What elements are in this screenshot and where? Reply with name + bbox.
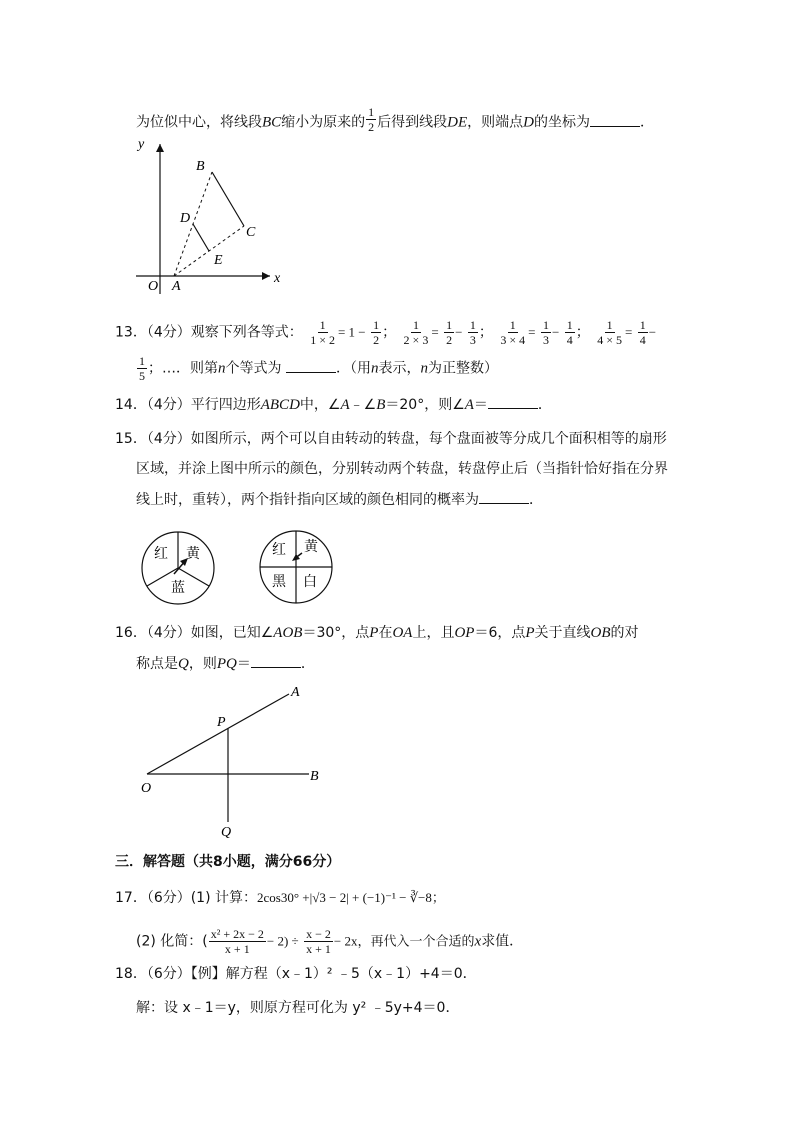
spinner-4-sector: [258, 529, 334, 605]
q12-part1: 为位似中心，将线段: [136, 114, 262, 131]
label-b: B: [310, 769, 319, 784]
q16-end: ．: [300, 656, 315, 672]
q13-eq4-lhs: [595, 318, 624, 347]
q15-line3-text: 线上时，重转），两个指针指向区域的颜色相同的概率为: [136, 492, 479, 508]
q14-text3: ＝20°，则∠: [385, 397, 465, 413]
q14-number: 14．（4分）平行四边形: [115, 397, 261, 413]
frac-den: 3 × 4: [500, 333, 526, 347]
frac-den: x + 1: [224, 942, 250, 956]
q16-op: OP: [454, 625, 475, 641]
q12-figure: [130, 130, 300, 300]
q16-oa: OA: [392, 625, 413, 641]
q12-part3: 后得到线段: [377, 114, 448, 131]
frac-den: 4: [566, 333, 573, 347]
q13-eq3-f2: [565, 318, 575, 347]
frac-num: 1: [606, 318, 613, 332]
spinner1-yellow: 黄: [186, 546, 200, 562]
q14-b: B: [376, 397, 386, 413]
q17-mid: − 2) ÷: [266, 933, 299, 949]
frac-den: 5: [139, 369, 145, 383]
frac-den: 4 × 5: [597, 333, 622, 347]
q15-answer-blank[interactable]: [479, 489, 529, 504]
section-title: 三．解答题（共8小题，满分66分）: [115, 854, 341, 870]
q17-tail: − 2x，再代入一个合适的: [333, 933, 475, 949]
q13-eq2-f2: [468, 318, 478, 347]
q18-line1: 18．（6分）【例】解方程（x﹣1）² ﹣5（x﹣1）+4＝0．: [115, 966, 477, 982]
q13-eq2-eq: =: [431, 324, 439, 340]
frac-den: x + 1: [306, 942, 331, 956]
q13-eq4-f1: [638, 318, 648, 347]
q14-text2: ﹣∠: [349, 397, 377, 413]
q13-sep: ；: [575, 324, 590, 341]
q13-n: n: [218, 360, 226, 377]
q12-part2: 缩小为原来的: [281, 114, 366, 131]
label-b: B: [196, 159, 205, 174]
q14-text1: 中，∠: [299, 397, 341, 413]
q13-minus: −: [455, 324, 463, 340]
spinner2-red: 红: [272, 542, 286, 558]
q13-eq3-eq: =: [528, 324, 536, 340]
q13-eq1-f2: [371, 318, 381, 347]
frac-num: 1: [509, 318, 516, 332]
spinner1-red: 红: [154, 546, 168, 562]
q13-minus: −: [648, 324, 657, 340]
frac-num: x − 2: [306, 927, 331, 941]
q16-p: P: [369, 625, 379, 641]
x-axis-arrow-icon: [262, 272, 270, 280]
q12-part5: 的坐标为: [534, 114, 591, 131]
spinner2-white: 白: [303, 574, 317, 590]
q13-cont-text5: 为正整数）: [427, 360, 498, 377]
q12-fraction: [366, 105, 376, 134]
q13-n: n: [420, 360, 428, 377]
q13-eq4-f2: [137, 354, 147, 383]
q13-number: 13．（4分）观察下列各等式：: [115, 324, 303, 341]
q17-x: x: [474, 933, 482, 950]
q14-answer-blank[interactable]: [488, 394, 538, 409]
frac-den: 2: [446, 333, 453, 347]
frac-num: 1: [639, 318, 646, 332]
label-c: C: [246, 225, 256, 240]
q16-aob: AOB: [273, 625, 303, 641]
q16-text: ＝30°，点: [302, 625, 370, 641]
spinner2-yellow: 黄: [304, 539, 318, 555]
q15-line2: 区域，并涂上图中所示的颜色，分别转动两个转盘，转盘停止后（当指针恰好指在分界: [136, 461, 668, 477]
q18-line2: 解：设 x﹣1＝y，则原方程可化为 y² ﹣5y+4＝0．: [136, 1000, 460, 1016]
label-y: y: [138, 137, 145, 152]
frac-den: 3: [469, 333, 476, 347]
q16-ob: OB: [590, 625, 611, 641]
frac-num: 1: [373, 318, 380, 332]
q13-minus: −: [551, 324, 560, 340]
q12-d: D: [523, 114, 535, 131]
q16-text: 关于直线: [534, 625, 591, 641]
q13-cont-text2: 个等式为: [225, 360, 282, 377]
q17-frac1: [209, 927, 266, 956]
frac-num: 1: [469, 318, 476, 332]
q12-end: ．: [640, 114, 655, 131]
q13-sep: ；: [478, 324, 493, 341]
q13-cont-text3: ．（用: [335, 360, 371, 377]
q13-eq2-lhs: [402, 318, 431, 347]
q17-line2: [136, 927, 523, 956]
q16-text: 16．（4分）如图，已知∠: [115, 625, 274, 641]
ray-oa: [147, 694, 289, 774]
label-o: O: [141, 781, 152, 796]
q12-de: DE: [447, 114, 468, 131]
q17-frac2: [304, 927, 333, 956]
q14-a2: A: [464, 397, 474, 413]
spinner2-black: 黑: [272, 574, 286, 590]
frac-den: 4: [639, 333, 646, 347]
q17-line1: [115, 888, 445, 908]
frac-num: 1: [446, 318, 453, 332]
q13-eq3-lhs: [498, 318, 527, 347]
q13-sep: ；: [382, 324, 397, 341]
q13-line2: [136, 354, 498, 383]
label-x: x: [274, 271, 281, 286]
q16-text: ，则: [188, 656, 217, 672]
frac-den: 1 × 2: [310, 333, 335, 347]
q16-text: 称点是: [136, 656, 178, 672]
q14-abcd: ABCD: [260, 397, 300, 413]
q12-answer-blank[interactable]: [590, 112, 640, 127]
q13-cont-text4: 表示，: [378, 360, 421, 377]
segment-de: [193, 224, 209, 251]
q16-p2: P: [525, 625, 535, 641]
q17-part1-expr: 2cos30° +|√3 − 2| + (−1)⁻¹ − ∛−8；: [257, 890, 445, 905]
q14-text: [115, 394, 552, 415]
q13-cont-text: ；…．则第: [148, 360, 218, 377]
frac-den: 2: [373, 333, 380, 347]
q14-a: A: [340, 397, 350, 413]
q13-eq4-eq: =: [624, 324, 633, 340]
label-d: D: [180, 211, 191, 226]
q13-eq1-rhs: = 1 −: [337, 324, 366, 340]
q17-part2-label: (2) 化简：(: [136, 933, 208, 950]
q17-tail2: 求值．: [481, 933, 524, 950]
q16-text: 在: [378, 625, 393, 641]
q16-pq: PQ: [216, 656, 237, 672]
q13-eq3-f1: [541, 318, 551, 347]
q15-line3: [136, 489, 543, 510]
q16-text: ＝: [236, 656, 251, 672]
label-e: E: [214, 253, 223, 268]
q16-answer-blank[interactable]: [251, 653, 301, 668]
q12-frac-den: 2: [368, 120, 375, 134]
q13-answer-blank[interactable]: [286, 358, 336, 373]
q13-line1: [115, 318, 656, 347]
frac-den: 3: [542, 333, 549, 347]
frac-num: x² + 2x − 2: [210, 927, 264, 941]
label-o: O: [148, 279, 159, 294]
frac-num: 1: [542, 318, 549, 332]
q13-eq1-lhs: [308, 318, 337, 347]
q14-end: ．: [537, 397, 552, 413]
segment-bc: [212, 172, 244, 226]
q16-text: ＝6，点: [474, 625, 526, 641]
spinner-3-sector: [140, 530, 216, 606]
q16-line2: [136, 653, 315, 674]
q14-text4: ＝: [473, 397, 488, 413]
q13-eq2-f1: [444, 318, 454, 347]
q12-frac-num: 1: [368, 105, 375, 119]
q12-part4: ，则端点: [467, 114, 524, 131]
q16-q: Q: [178, 656, 189, 672]
label-p: P: [217, 715, 226, 730]
frac-num: 1: [566, 318, 573, 332]
q17-part1-label: 17．（6分）(1) 计算：: [115, 890, 258, 906]
frac-num: 1: [412, 318, 419, 332]
label-q: Q: [221, 825, 232, 840]
q15-line1: 15．（4分）如图所示，两个可以自由转动的转盘，每个盘面被等分成几个面积相等的扇形: [115, 431, 667, 447]
label-a: A: [291, 685, 300, 700]
q16-text: 的对: [610, 625, 639, 641]
q12-bc: BC: [262, 114, 282, 131]
q16-text: 上，且: [412, 625, 455, 641]
frac-den: 2 × 3: [403, 333, 429, 347]
spinner1-blue: 蓝: [171, 580, 185, 596]
q16-line1: [115, 623, 639, 643]
frac-num: 1: [139, 354, 145, 368]
y-axis-arrow-icon: [156, 144, 164, 152]
q15-end: ．: [529, 492, 543, 508]
q16-figure: [135, 680, 335, 842]
frac-num: 1: [319, 318, 326, 332]
q13-n: n: [370, 360, 379, 377]
label-a: A: [172, 279, 181, 294]
